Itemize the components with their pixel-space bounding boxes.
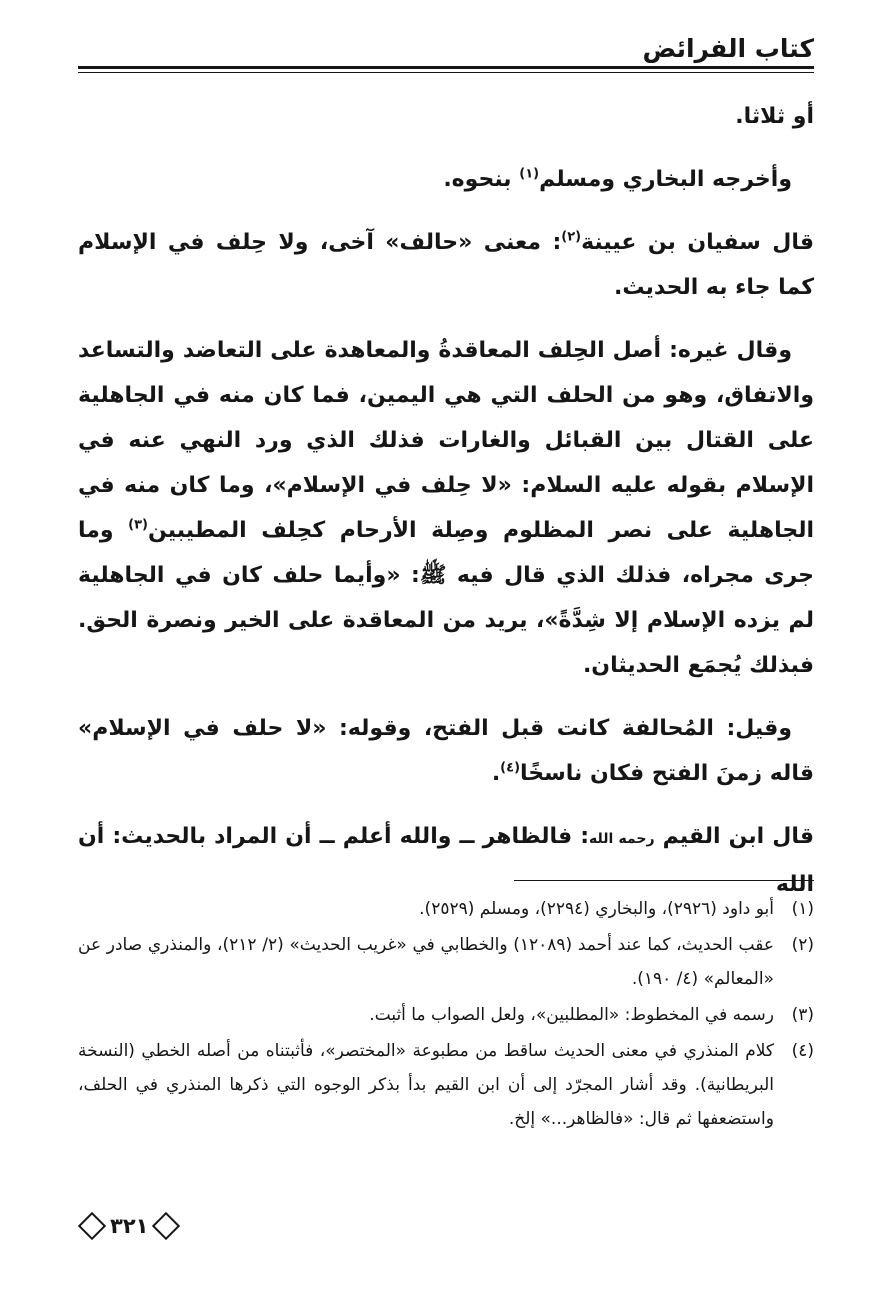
footnote-3: [78, 998, 814, 1032]
paragraph-4-text-a: وقال غيره: أصل الحِلف المعاقدةُ والمعاهدة على التعاضد والتساعد والاتفاق، وهو من الحلف التي هي اليمين، فما كان منه في الجاهلية على القتال بين القبائل والغارات فذلك الذي ورد النهي عنه في الإسلام بقوله عليه السلام: «لا حِلف في الإسلام»، وما كان منه في الجاهلية على نصر المظلوم وصِلة الأرحام كحِلف المطيبين: [78, 338, 815, 543]
footnote-3-text: رسمه في المخطوط: «المطلبين»، ولعل الصواب ما أثبت.: [369, 1005, 774, 1025]
ibn-al-qayyim-lead: قال ابن القيم: [662, 824, 814, 849]
footnote-ref-4[interactable]: (٤): [500, 760, 521, 776]
paragraph-5-text-a: وقيل: المُحالفة كانت قبل الفتح، وقوله: «لا حلف في الإسلام» قاله زمنَ الفتح فكان ناسخًا: [78, 716, 814, 786]
paragraph-1-text: أو ثلاثا.: [735, 104, 814, 129]
footnote-4-text: كلام المنذري في معنى الحديث ساقط من مطبوعة «المختصر»، فأثبتناه من أصله الخطي (النسخة البريطانية). وقد أشار المجرّد إلى أن ابن القيم بدأ بذكر الوجوه التي ذكرها المنذري في الحلف، واستضعفها ثم قال: «فالظاهر...» إلخ.: [78, 1041, 774, 1129]
ornament-icon: [78, 1212, 106, 1240]
footnotes: [78, 892, 814, 1138]
page-number: ٣٢١: [110, 1214, 149, 1238]
page-number-block: [78, 1214, 180, 1238]
footnote-ref-1[interactable]: (١): [519, 166, 540, 182]
footnote-4-number: (٤): [791, 1041, 814, 1061]
footnote-1-text: أبو داود (٢٩٢٦)، والبخاري (٢٢٩٤)، ومسلم (٢٥٢٩).: [419, 899, 774, 919]
main-text: [78, 94, 814, 907]
paragraph-3: [78, 220, 814, 310]
paragraph-6-text: : فالظاهر ــ والله أعلم ــ أن المراد بالحديث: أن الله: [78, 824, 814, 897]
footnote-1-number: (١): [791, 899, 814, 919]
footnote-3-number: (٣): [791, 1005, 814, 1025]
paragraph-5-text-b: .: [491, 761, 501, 786]
paragraph-5: [78, 706, 814, 796]
footnote-ref-3[interactable]: (٣): [128, 517, 148, 533]
footnote-2: [78, 928, 814, 996]
header-rule-thick: [78, 66, 814, 69]
header-rule-thin: [78, 72, 814, 73]
paragraph-2: [78, 157, 814, 202]
footnote-4: [78, 1034, 814, 1136]
paragraph-4-text-b: وما جرى مجراه، فذلك الذي قال فيه ﷺ: «وأيما حلف كان في الجاهلية لم يزده الإسلام إلا شِدَّةً»، يريد من المعاقدة على الخير ونصرة الحق. فبذلك يُجمَع الحديثان.: [78, 518, 814, 678]
footnote-2-number: (٢): [791, 935, 814, 955]
paragraph-4: [78, 328, 814, 688]
footnote-2-text: عقب الحديث، كما عند أحمد (١٢٠٨٩) والخطابي في «غريب الحديث» (٢/ ٢١٢)، والمنذري صادر عن «المعالم» (٤/ ١٩٠).: [78, 935, 774, 989]
paragraph-3-text-a: قال سفيان بن عيينة: [581, 230, 814, 255]
paragraph-3-text-b: : معنى «حالف» آخى، ولا حِلف في الإسلام كما جاء به الحديث.: [78, 230, 814, 300]
paragraph-2-text-b: بنحوه.: [443, 167, 520, 192]
ornament-icon: [152, 1212, 180, 1240]
honorific: رحمه الله: [589, 831, 655, 847]
paragraph-1: [78, 94, 814, 139]
paragraph-2-text-a: وأخرجه البخاري ومسلم: [539, 167, 792, 192]
footnote-ref-2[interactable]: (٢): [561, 229, 582, 245]
running-header-title: كتاب الفرائض: [642, 34, 814, 63]
footnote-separator: [514, 880, 814, 881]
footnote-1: [78, 892, 814, 926]
